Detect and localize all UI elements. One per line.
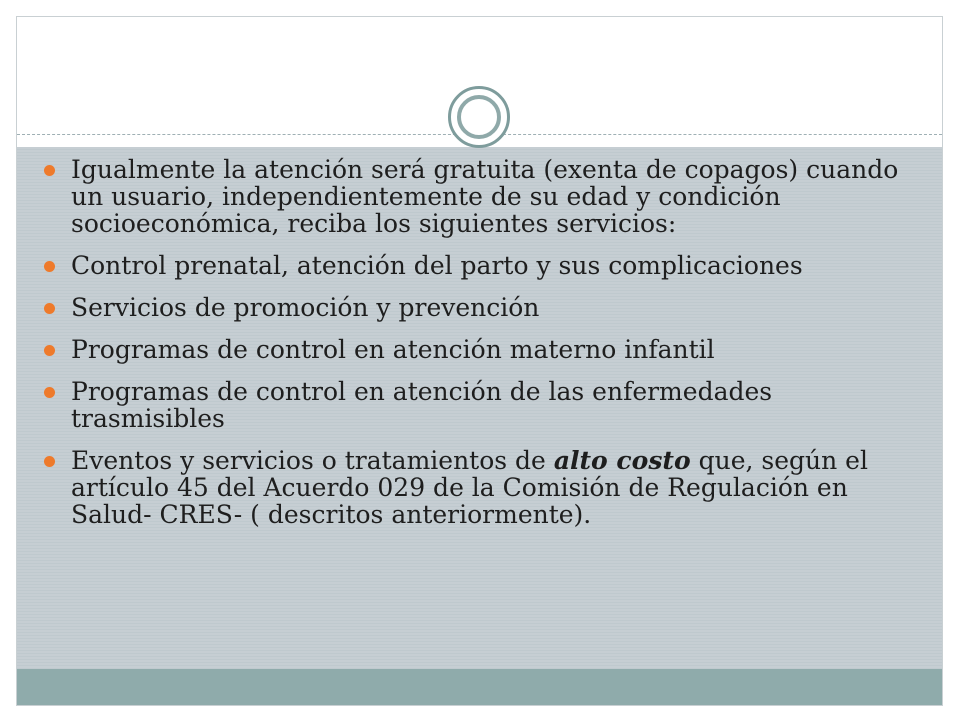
- bullet-dot-icon: [44, 456, 55, 467]
- emphasis-alto-costo: alto costo: [553, 446, 691, 475]
- bullet-dot-icon: [44, 303, 55, 314]
- bullet-text: Servicios de promoción y prevención: [71, 293, 540, 322]
- bullet-dot-icon: [44, 261, 55, 272]
- bullet-item: [40, 252, 900, 279]
- bullet-text: Igualmente la atención será gratuita (exenta de copagos) cuando un usuario, independientemente de su edad y condición socioeconómica, reciba los siguientes servicios:: [71, 155, 899, 238]
- bullet-dot-icon: [44, 387, 55, 398]
- bullet-list: [40, 156, 900, 543]
- bullet-text: Control prenatal, atención del parto y sus complicaciones: [71, 251, 803, 280]
- bullet-dot-icon: [44, 345, 55, 356]
- ring-ornament-icon: [448, 86, 510, 148]
- bullet-item: [40, 294, 900, 321]
- bullet-dot-icon: [44, 165, 55, 176]
- bullet-item: [40, 336, 900, 363]
- bullet-text: Programas de control en atención de las enfermedades trasmisibles: [71, 377, 773, 433]
- bullet-item: [40, 156, 900, 237]
- bullet-text: Programas de control en atención materno infantil: [71, 335, 715, 364]
- footer-bar: [17, 669, 942, 705]
- bullet-item: [40, 378, 900, 432]
- bullet-item-alto-costo: [40, 447, 900, 528]
- bullet-text-before: Eventos y servicios o tratamientos de: [71, 446, 554, 475]
- bullet-text-after: que, según el artículo 45 del Acuerdo 029 de la Comisión de Regulación en Salud- CRES- ( descritos anteriormente).: [71, 446, 868, 529]
